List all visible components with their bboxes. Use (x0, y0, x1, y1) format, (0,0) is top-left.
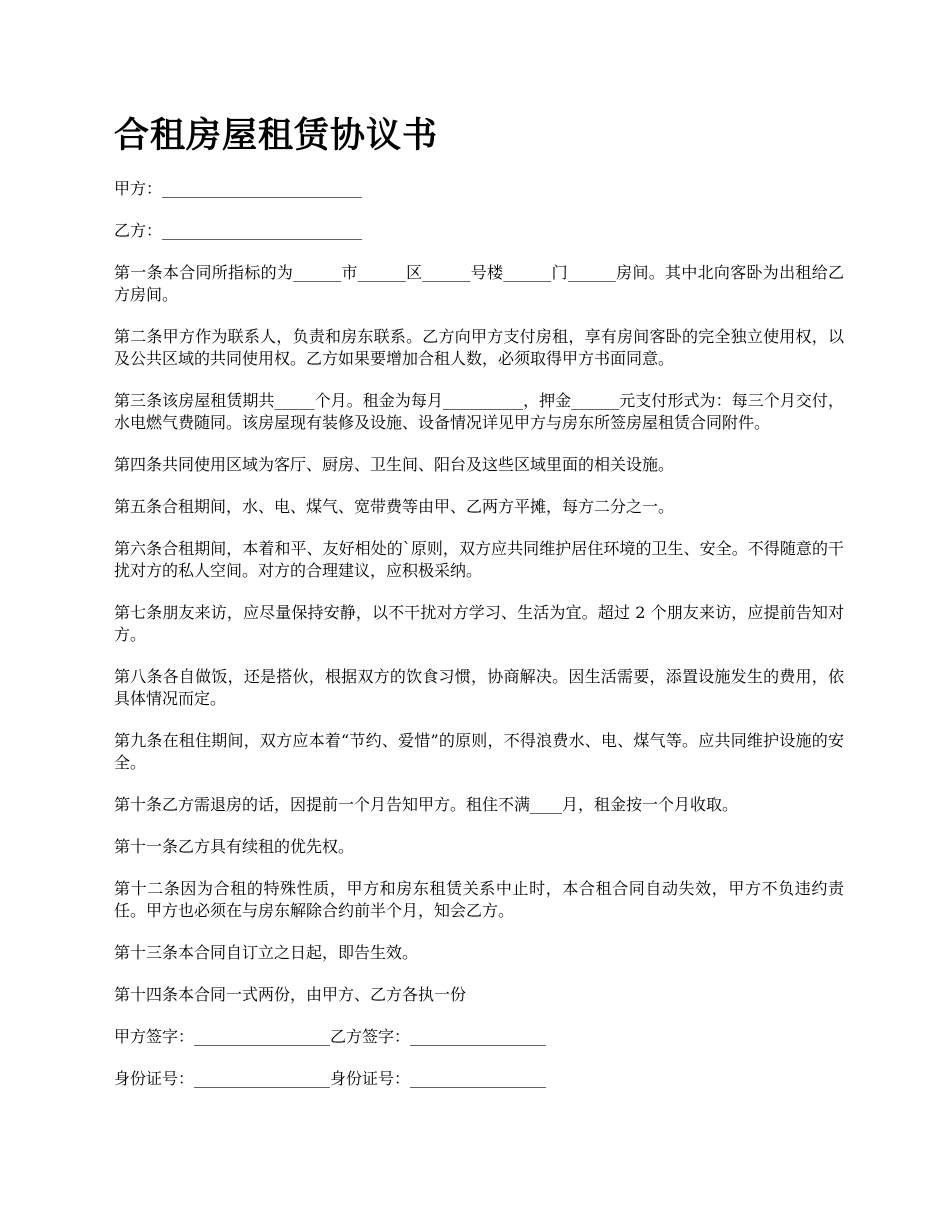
clause-3: 第三条该房屋租赁期共_____个月。租金为每月__________，押金______元支付形式为：每三个月交付，水电燃气费随同。该房屋现有装修及设施、设备情况详见甲方与房东所签房屋租赁合同附件。 (114, 391, 844, 432)
clause-6: 第六条合租期间，本着和平、友好相处的`原则，双方应共同维护居住环境的卫生、安全。不得随意的干扰对方的私人空间。对方的合理建议，应积极采纳。 (114, 539, 844, 580)
clause-1: 第一条本合同所指标的为______市______区______号楼______门______房间。其中北向客卧为出租给乙方房间。 (114, 263, 844, 304)
id-number-line: 身份证号：_________________身份证号：_________________ (114, 1069, 547, 1088)
document-page (114, 112, 844, 1110)
clause-5: 第五条合租期间，水、电、煤气、宽带费等由甲、乙两方平摊，每方二分之一。 (114, 497, 675, 516)
clause-10: 第十条乙方需退房的话，因提前一个月告知甲方。租住不满____月，租金按一个月收取。 (114, 795, 739, 814)
party-a-line: 甲方：_________________________ (114, 179, 363, 198)
clause-8: 第八条各自做饭，还是搭伙，根据双方的饮食习惯，协商解决。因生活需要，添置设施发生的费用，依具体情况而定。 (114, 667, 844, 708)
clause-14: 第十四条本合同一式两份，由甲方、乙方各执一份 (114, 985, 467, 1004)
signature-line: 甲方签字：_________________乙方签字：_________________ (114, 1027, 547, 1046)
clause-11: 第十一条乙方具有续租的优先权。 (114, 837, 355, 856)
clause-7: 第七条朋友来访，应尽量保持安静，以不干扰对方学习、生活为宜。超过 2 个朋友来访，应提前告知对方。 (114, 603, 844, 644)
party-b-line: 乙方：_________________________ (114, 221, 363, 240)
clause-12: 第十二条因为合租的特殊性质，甲方和房东租赁关系中止时，本合租合同自动失效，甲方不负违约责任。甲方也必须在与房东解除合约前半个月，知会乙方。 (114, 879, 844, 920)
document-title: 合租房屋租赁协议书 (114, 116, 439, 156)
clause-13: 第十三条本合同自订立之日起，即告生效。 (114, 943, 419, 962)
clause-4: 第四条共同使用区域为客厅、厨房、卫生间、阳台及这些区域里面的相关设施。 (114, 455, 675, 474)
clause-2: 第二条甲方作为联系人，负责和房东联系。乙方向甲方支付房租，享有房间客卧的完全独立使用权，以及公共区域的共同使用权。乙方如果要增加合租人数，必须取得甲方书面同意。 (114, 327, 844, 368)
clause-9: 第九条在租住期间，双方应本着“节约、爱惜”的原则，不得浪费水、电、煤气等。应共同维护设施的安全。 (114, 731, 844, 772)
